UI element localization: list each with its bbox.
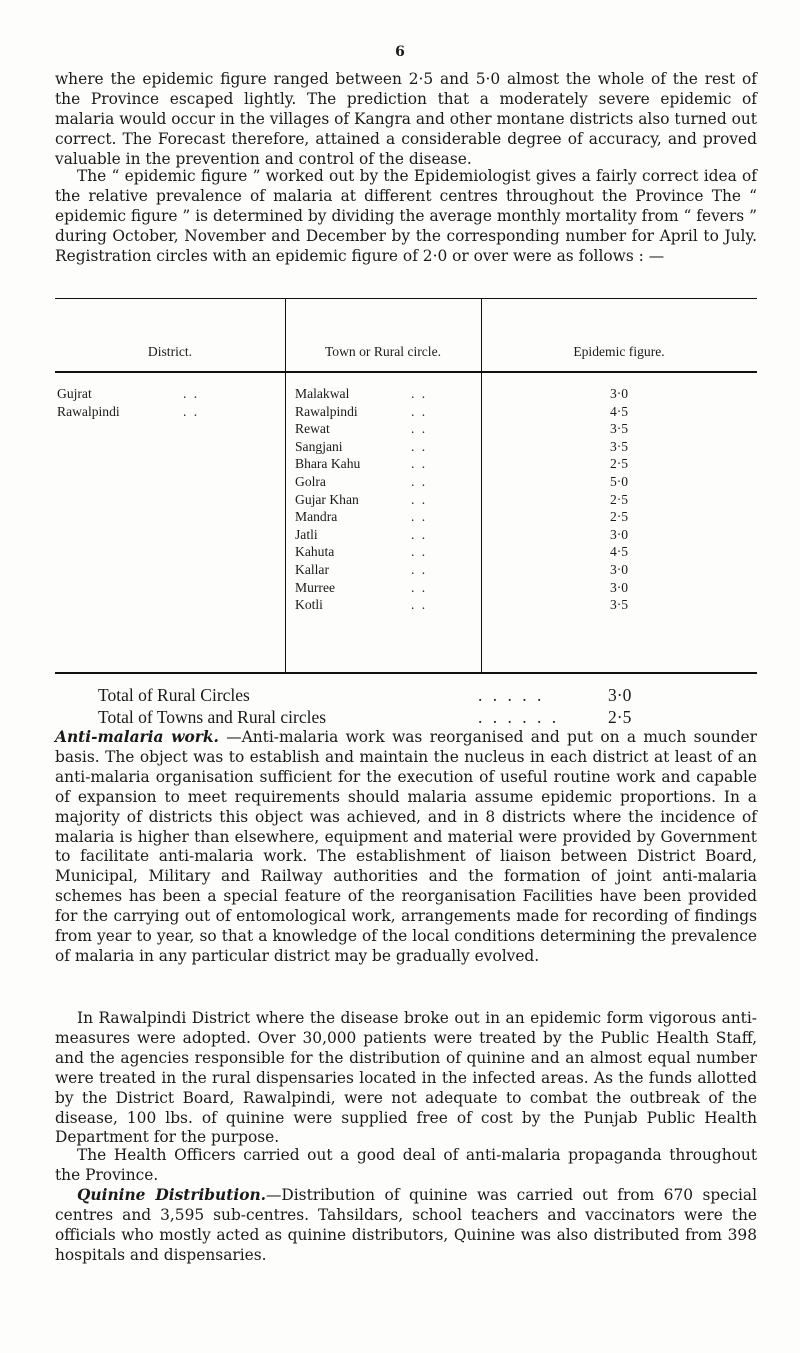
cell-leader-dots: . . bbox=[411, 579, 428, 595]
paragraph-anti-malaria-work bbox=[55, 728, 757, 967]
cell-epidemic-figure: 5·0 bbox=[609, 473, 629, 489]
cell-epidemic-figure: 2·5 bbox=[609, 509, 629, 525]
table-row bbox=[55, 544, 757, 562]
table-row bbox=[55, 562, 757, 580]
cell-district: Gujrat bbox=[57, 386, 92, 401]
cell-town: Kotli bbox=[295, 597, 323, 613]
table-row bbox=[55, 386, 757, 404]
table-header-rule bbox=[55, 371, 757, 373]
cell-town: Murree bbox=[295, 579, 336, 595]
cell-leader-dots: . . bbox=[411, 403, 428, 419]
totals-block bbox=[98, 684, 658, 728]
cell-town: Rewat bbox=[295, 421, 330, 437]
paragraph-propaganda: The Health Officers carried out a good deal of anti-malaria propaganda throughout the Province. bbox=[55, 1146, 757, 1184]
cell-leader-dots: . . bbox=[411, 509, 428, 525]
total-value: 3·0 bbox=[608, 685, 632, 705]
anti-malaria-body: —Anti-malaria work was reorganised and put on a much sounder basis. The object was to establish and maintain the nucleus in each district at least of an anti-malaria organisation sufficient for the execution of useful routine work and capable of expansion to meet requirements should malaria assume epidemic proportions. In a majority of districts this object was achieved, and in 8 districts where the incidence of malaria is higher than elsewhere, equipment and material were provided by Government to facilitate anti-malaria work. The establishment of liaison between District Board, Municipal, Military and Railway authorities and the formation of joint anti-malaria schemes has been a special feature of the reorganisation Facilities have been provided for the carrying out of entomological work, arrangements made for recording of findings from year to year, so that a knowledge of the local conditions determining the prevalence of malaria in any particular district may be gradually evolved. bbox=[55, 728, 757, 965]
cell-leader-dots: . . bbox=[183, 386, 200, 401]
cell-town: Sangjani bbox=[295, 438, 343, 454]
table-row bbox=[55, 492, 757, 510]
cell-leader-dots: . . bbox=[411, 473, 428, 489]
total-leader-dots: . . . . . bbox=[478, 685, 545, 705]
table-top-rule bbox=[55, 298, 757, 299]
table-row bbox=[55, 439, 757, 457]
table-row bbox=[55, 580, 757, 598]
cell-district: Rawalpindi bbox=[57, 403, 120, 419]
header-town: Town or Rural circle. bbox=[324, 344, 442, 359]
cell-town: Mandra bbox=[295, 509, 338, 525]
cell-epidemic-figure: 3·0 bbox=[609, 561, 629, 577]
cell-town: Jatli bbox=[295, 526, 318, 542]
cell-leader-dots: . . bbox=[411, 421, 428, 437]
table-row bbox=[55, 456, 757, 474]
cell-town: Kallar bbox=[295, 561, 329, 577]
cell-leader-dots: . . bbox=[411, 526, 428, 542]
cell-leader-dots: . . bbox=[411, 438, 428, 454]
cell-epidemic-figure: 4·5 bbox=[609, 403, 629, 419]
table-row bbox=[55, 527, 757, 545]
cell-town: Rawalpindi bbox=[295, 403, 358, 419]
total-leader-dots: . . . . . . bbox=[478, 707, 560, 727]
epidemic-figure-table bbox=[55, 298, 757, 674]
table-row bbox=[55, 597, 757, 615]
cell-epidemic-figure: 3·5 bbox=[609, 438, 629, 454]
table-row bbox=[55, 509, 757, 527]
cell-town: Malakwal bbox=[295, 386, 350, 401]
paragraph-rawalpindi: In Rawalpindi District where the disease broke out in an epidemic form vigorous anti-measures were adopted. Over 30,000 patients were treated by the Public Health Staff, and the agencies responsible for the distribution of quinine and an almost equal number were treated in the rural dispensaries located in the infected areas. As the funds allotted by the District Board, Rawalpindi, were not adequate to combat the outbreak of the disease, 100 lbs. of quinine were supplied free of cost by the Punjab Public Health Department for the purpose. bbox=[55, 1009, 757, 1147]
cell-leader-dots: . . bbox=[411, 491, 428, 507]
total-row bbox=[98, 684, 658, 706]
cell-leader-dots: . . bbox=[411, 597, 428, 613]
cell-town: Kahuta bbox=[295, 544, 335, 560]
table-bottom-rule bbox=[55, 672, 757, 674]
cell-epidemic-figure: 3·0 bbox=[609, 579, 629, 595]
cell-town: Golra bbox=[295, 473, 326, 489]
total-label: Total of Towns and Rural circles bbox=[98, 707, 327, 727]
paragraph-quinine-distribution bbox=[55, 1186, 757, 1266]
cell-leader-dots: . . bbox=[411, 544, 428, 560]
total-row bbox=[98, 706, 658, 728]
table-row bbox=[55, 404, 757, 422]
cell-leader-dots: . . bbox=[411, 456, 428, 472]
total-value: 2·5 bbox=[608, 707, 632, 727]
quinine-heading: Quinine Distribution. bbox=[77, 1186, 267, 1204]
cell-leader-dots: . . bbox=[411, 561, 428, 577]
cell-town: Gujar Khan bbox=[295, 491, 359, 507]
table-row bbox=[55, 474, 757, 492]
page-number: 6 bbox=[395, 44, 405, 60]
cell-leader-dots: . . bbox=[183, 403, 200, 419]
cell-epidemic-figure: 4·5 bbox=[609, 544, 629, 560]
cell-epidemic-figure: 3·5 bbox=[609, 597, 629, 613]
quinine-body: —Distribution of quinine was carried out from 670 special centres and 3,595 sub-centres. Tahsildars, school teachers and vaccinators were the officials who mostly acted as quinine distributors, Quinine was also distributed from 398 hospitals and dispensaries. bbox=[55, 1186, 758, 1264]
paragraph-epidemic-forecast: where the epidemic figure ranged between 2·5 and 5·0 almost the whole of the rest of the Province escaped lightly. The prediction that a moderately severe epidemic of malaria would occur in the villages of Kangra and other montane districts also turned out correct. The Forecast therefore, attained a considerable degree of accuracy, and proved valuable in the prevention and control of the disease. bbox=[55, 70, 757, 168]
table-row bbox=[55, 421, 757, 439]
header-district: District. bbox=[147, 344, 193, 359]
cell-epidemic-figure: 3·0 bbox=[609, 526, 629, 542]
cell-town: Bhara Kahu bbox=[295, 456, 361, 472]
anti-malaria-heading: Anti-malaria work. bbox=[55, 728, 219, 746]
cell-leader-dots: . . bbox=[411, 386, 428, 401]
table-body bbox=[55, 386, 757, 615]
paragraph-epidemic-figure: The “ epidemic figure ” worked out by the Epidemiologist gives a fairly correct idea of the relative prevalence of malaria at different centres throughout the Province The “ epidemic figure ” is determined by dividing the average monthly mortality from “ fevers ” during October, November and December by the corresponding number for April to July. Registration circles with an epidemic figure of 2·0 or over were as follows : — bbox=[55, 167, 757, 265]
total-label: Total of Rural Circles bbox=[98, 685, 250, 705]
cell-epidemic-figure: 2·5 bbox=[609, 456, 629, 472]
header-epidemic-figure: Epidemic figure. bbox=[573, 344, 665, 359]
cell-epidemic-figure: 3·0 bbox=[609, 386, 629, 401]
cell-epidemic-figure: 3·5 bbox=[609, 421, 629, 437]
cell-epidemic-figure: 2·5 bbox=[609, 491, 629, 507]
